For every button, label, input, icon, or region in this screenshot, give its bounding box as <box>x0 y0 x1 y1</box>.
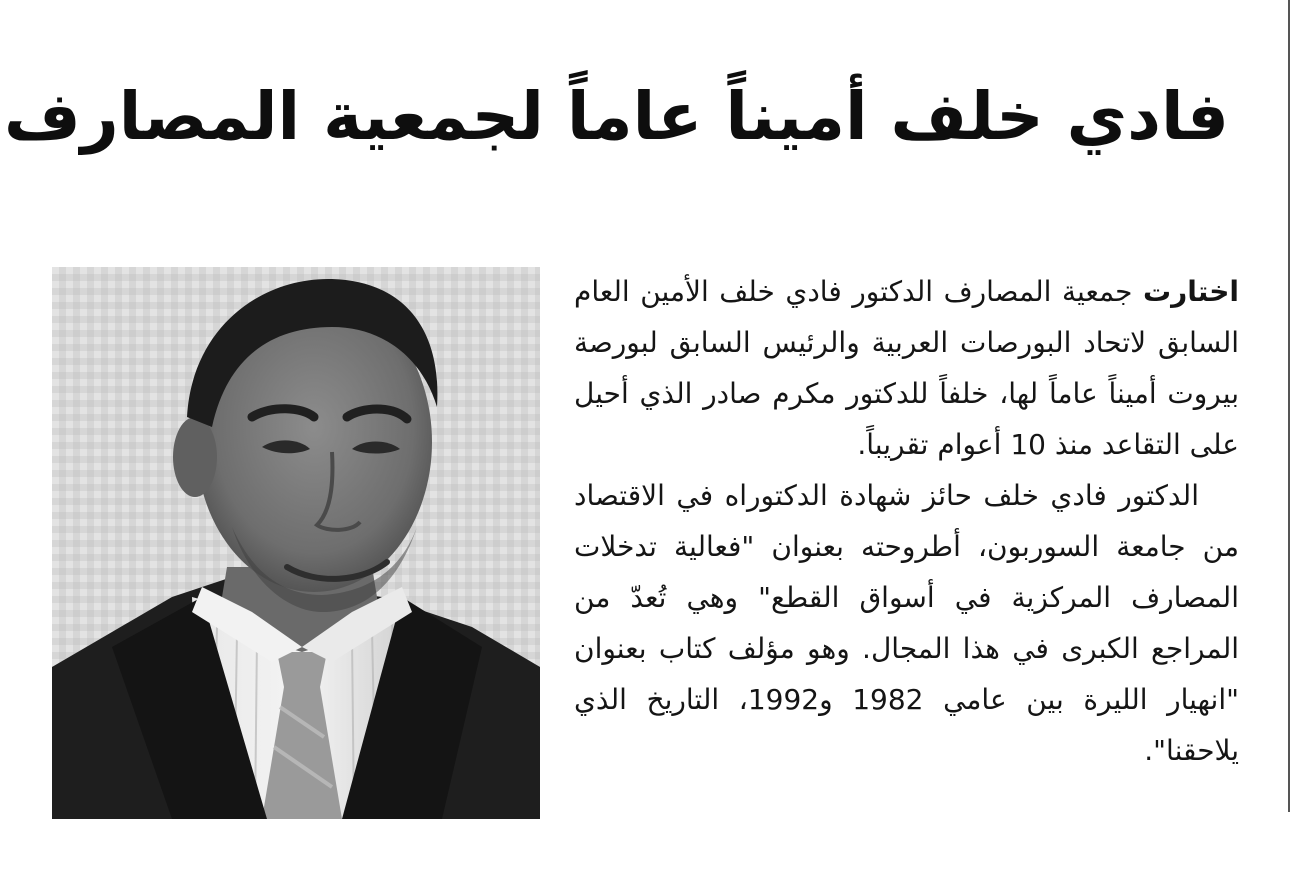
article-paragraph-1 <box>574 266 1239 470</box>
column-rule <box>1288 0 1290 812</box>
article-body <box>574 266 1239 776</box>
portrait-image <box>52 267 540 819</box>
article-paragraph-2: الدكتور فادي خلف حائز شهادة الدكتوراه في الاقتصاد من جامعة السوربون، أطروحته بعنوان "فعالية تدخلات المصارف المركزية في أسواق القطع" وهي تُعدّ من المراجع الكبرى في هذا المجال. وهو مؤلف كتاب بعنوان "انهيار الليرة بين عامي 1982 و1992، التاريخ الذي يلاحقنا". <box>574 479 1239 767</box>
portrait-photo <box>52 267 540 819</box>
lead-word: اختارت <box>1143 275 1239 308</box>
article-headline: فادي خلف أميناً عاماً لجمعية المصارف <box>4 78 1229 155</box>
paragraph-1-text: جمعية المصارف الدكتور فادي خلف الأمين العام السابق لاتحاد البورصات العربية والرئيس السابق لبورصة بيروت أميناً عاماً لها، خلفاً للدكتور مكرم صادر الذي أحيل على التقاعد منذ 10 أعوام تقريباً. <box>574 275 1239 461</box>
